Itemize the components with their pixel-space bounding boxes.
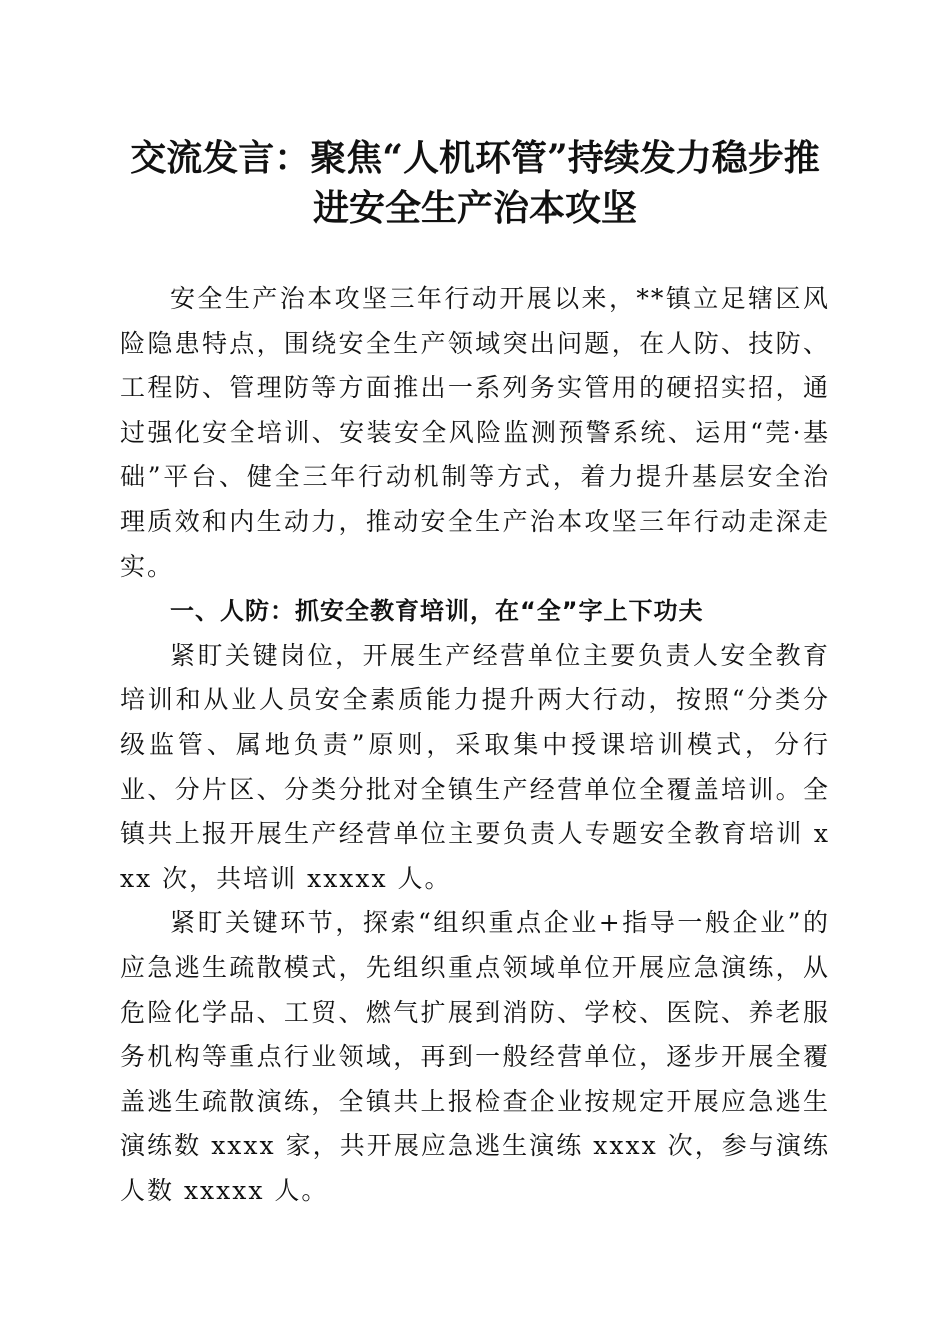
document-title [100, 133, 850, 233]
section-1-heading: 一、人防：抓安全教育培训，在“全”字上下功夫 [170, 597, 704, 626]
section-1-paragraph-1: 紧盯关键岗位，开展生产经营单位主要负责人安全教育培训和从业人员安全素质能力提升两大行动，按照“分类分级监管、属地负责”原则，采取集中授课培训模式，分行业、分片区、分类分批对全镇生产经营单位全覆盖培训。全镇共上报开展生产经营单位主要负责人专题安全教育培训 xxx 次，共培训 xxxxx 人。 [120, 640, 830, 893]
intro-paragraph: 安全生产治本攻坚三年行动开展以来，**镇立足辖区风险隐患特点，围绕安全生产领域突出问题，在人防、技防、工程防、管理防等方面推出一系列务实管用的硬招实招，通过强化安全培训、安装安全风险监测预警系统、运用“莞·基础”平台、健全三年行动机制等方式，着力提升基层安全治理质效和内生动力，推动安全生产治本攻坚三年行动走深走实。 [120, 284, 830, 581]
document-body [120, 277, 830, 1213]
title-line-1: 交流发言：聚焦“人机环管”持续发力稳步推 [130, 137, 820, 179]
title-line-2: 进安全生产治本攻坚 [312, 187, 637, 229]
section-1-paragraph-2: 紧盯关键环节，探索“组织重点企业+指导一般企业”的应急逃生疏散模式，先组织重点领域单位开展应急演练，从危险化学品、工贸、燃气扩展到消防、学校、医院、养老服务机构等重点行业领域，再到一般经营单位，逐步开展全覆盖逃生疏散演练，全镇共上报检查企业按规定开展应急逃生演练数 xxxx 家，共开展应急逃生演练 xxxx 次，参与演练人数 xxxxx 人。 [120, 908, 830, 1205]
